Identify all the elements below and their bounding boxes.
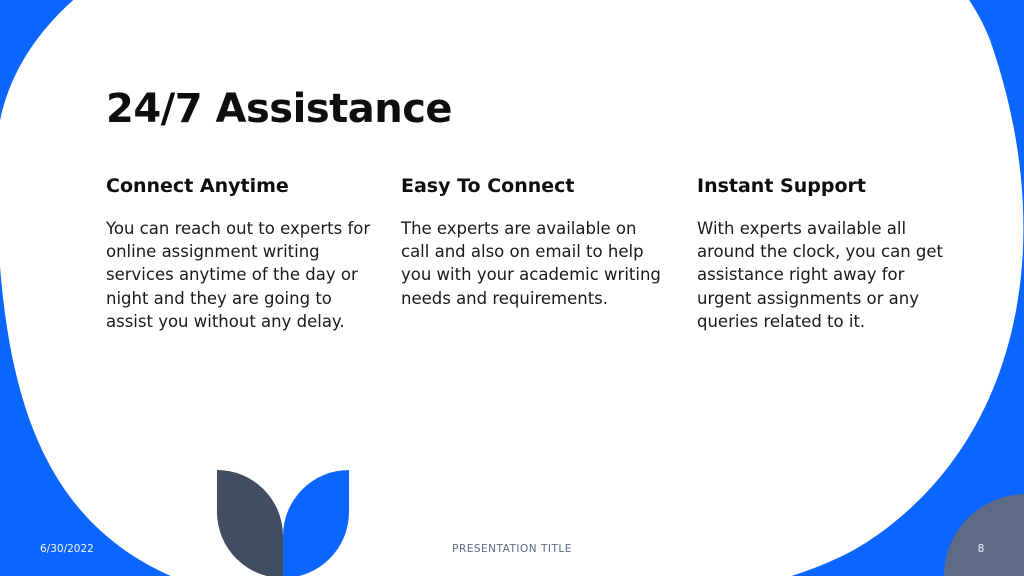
column-heading: Instant Support [697, 175, 866, 197]
footer-page-number: 8 [977, 543, 985, 555]
column-heading: Connect Anytime [106, 175, 289, 197]
footer-presentation-title: PRESENTATION TITLE [452, 543, 572, 555]
footer-date: 6/30/2022 [40, 543, 94, 555]
column-body: You can reach out to experts for online assignment writing services anytime of the day or night and they are going to assist you without any delay. [106, 219, 371, 331]
column-easy-to-connect [401, 173, 666, 310]
column-body: The experts are available on call and also on email to help you with your academic writing needs and requirements. [401, 219, 661, 308]
leaf-left-icon [217, 470, 283, 576]
slide-title: 24/7 Assistance [106, 86, 453, 132]
leaf-right-icon [283, 470, 349, 576]
column-connect-anytime [106, 173, 371, 333]
column-instant-support [697, 173, 962, 333]
column-body: With experts available all around the clock, you can get assistance right away for urgent assignments or any queries related to it. [697, 219, 943, 331]
column-heading: Easy To Connect [401, 175, 575, 197]
